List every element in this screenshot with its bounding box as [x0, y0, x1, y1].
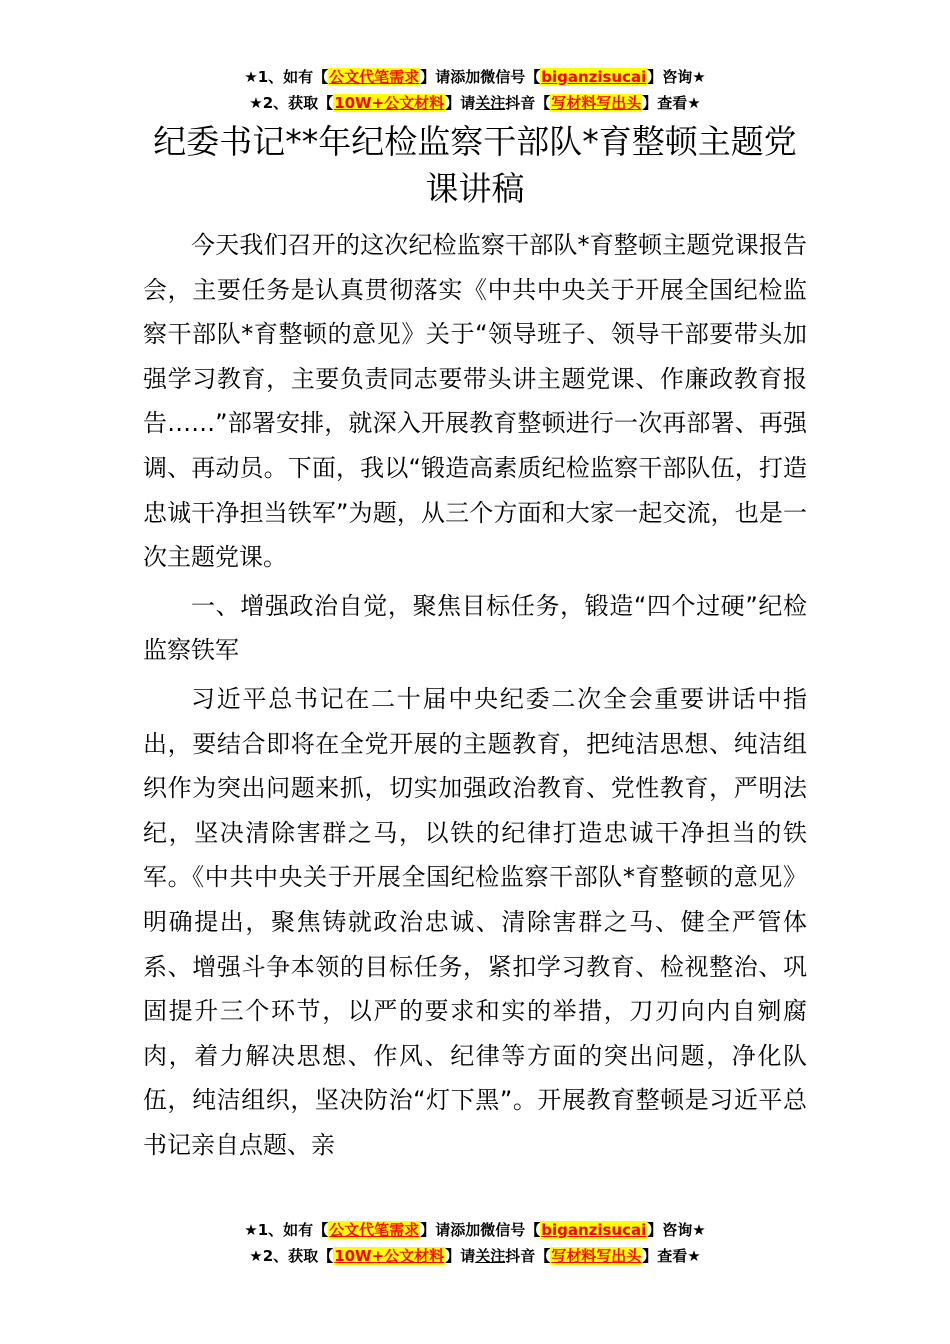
banner-highlight: 公文代笔需求	[329, 68, 420, 86]
banner-highlight: 10W+公文材料	[334, 94, 445, 112]
banner-text: ★1、如有【	[244, 68, 329, 86]
banner-text: 抖音【	[505, 1247, 551, 1265]
banner-highlight: 公文代笔需求	[329, 1221, 420, 1239]
document-body	[143, 223, 807, 1171]
banner-text: ★1、如有【	[244, 1221, 329, 1239]
banner-text: 】请添加微信号【	[420, 68, 541, 86]
document-title: 纪委书记**年纪检监察干部队*育整顿主题党课讲稿	[153, 122, 797, 208]
banner-text: 】请添加微信号【	[420, 1221, 541, 1239]
paragraph: 习近平总书记在二十届中央纪委二次全会重要讲话中指出，要结合即将在全党开展的主题教育，把纯洁思想、纯洁组织作为突出问题来抓，切实加强政治教育、党性教育，严明法纪，坚决清除害群之马，以铁的纪律打造忠诚干净担当的铁军。《中共中央关于开展全国纪检监察干部队*育整顿的意见》明确提出，聚焦铸就政治忠诚、清除害群之马、健全严管体系、增强斗争本领的目标任务，紧扣学习教育、检视整治、巩固提升三个环节，以严的要求和实的举措，刀刃向内自剜腐肉，着力解决思想、作风、纪律等方面的突出问题，净化队伍，纯洁组织，坚决防治“灯下黑”。开展教育整顿是习近平总书记亲自点题、亲	[143, 684, 807, 1159]
banner-text: 】请	[445, 94, 476, 112]
banner-text: 】查看★	[642, 94, 701, 112]
banner-line-2	[0, 1243, 950, 1269]
banner-text: 】咨询★	[647, 1221, 706, 1239]
banner-line-1	[0, 1217, 950, 1243]
banner-underlined: 关注	[475, 94, 506, 112]
banner-highlight: 写材料写出头	[551, 1247, 642, 1265]
banner-highlight: biganzisucai	[541, 68, 647, 86]
banner-text: 】请	[445, 1247, 476, 1265]
banner-highlight: biganzisucai	[541, 1221, 647, 1239]
banner-highlight: 写材料写出头	[551, 94, 642, 112]
header-banner	[0, 64, 950, 116]
banner-underlined: 关注	[475, 1247, 506, 1265]
paragraph: 今天我们召开的这次纪检监察干部队*育整顿主题党课报告会，主要任务是认真贯彻落实《中共中央关于开展全国纪检监察干部队*育整顿的意见》关于“领导班子、领导干部要带头加强学习教育，主要负责同志要带头讲主题党课、作廉政教育报告……”部署安排，就深入开展教育整顿进行一次再部署、再强调、再动员。下面，我以“锻造高素质纪检监察干部队伍，打造忠诚干净担当铁军”为题，从三个方面和大家一起交流，也是一次主题党课。	[143, 231, 807, 572]
banner-text: 抖音【	[505, 94, 551, 112]
banner-line-2	[0, 90, 950, 116]
section-heading: 一、增强政治自觉，聚焦目标任务，锻造“四个过硬”纪检监察铁军	[143, 591, 807, 665]
banner-highlight: 10W+公文材料	[334, 1247, 445, 1265]
footer-banner	[0, 1217, 950, 1269]
banner-text: 】查看★	[642, 1247, 701, 1265]
banner-text: 】咨询★	[647, 68, 706, 86]
banner-text: ★2、获取【	[249, 94, 334, 112]
banner-line-1	[0, 64, 950, 90]
banner-text: ★2、获取【	[249, 1247, 334, 1265]
